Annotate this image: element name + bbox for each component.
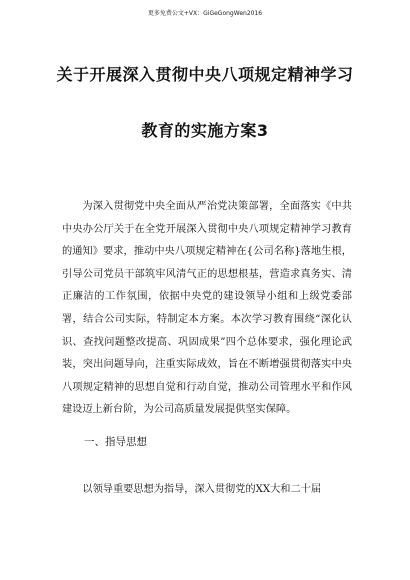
section-heading-guiding-ideology: 一、指导思想 <box>84 436 147 448</box>
header-note: 更多免费公文+VX：GiGeGongWen2016 <box>147 10 263 17</box>
intro-paragraph <box>62 196 352 422</box>
guiding-ideology-paragraph: 以领导重要思想为指导，深入贯彻党的XX大和二十届 <box>82 484 322 495</box>
intro-paragraph-text: 为深入贯彻党中央全面从严治党决策部署，全面落实《中共中央办公厅关于在全党开展深入贯彻中央八项规定精神学习教育的通知》要求，推动中央八项规定精神在{公司名称}落地生根，引导公司党员干部筑牢风清气正的思想根基，营造求真务实、清正廉洁的工作氛围，依据中央党的建设领导小组和上级党委部署，结合公司实际，特制定本方案。本次学习教育围绕“深化认识、查找问题整改提高、巩固成果”四个总体要求，强化理论武装，突出问题导向，注重实际成效，旨在不断增强贯彻落实中央八项规定精神的思想自觉和行动自觉，推动公司管理水平和作风建设迈上新台阶，为公司高质量发展提供坚实保障。 <box>62 201 352 416</box>
document-title-line-2: 教育的实施方案3 <box>141 121 269 140</box>
document-title-line-1: 关于开展深入贯彻中央八项规定精神学习 <box>56 65 354 84</box>
